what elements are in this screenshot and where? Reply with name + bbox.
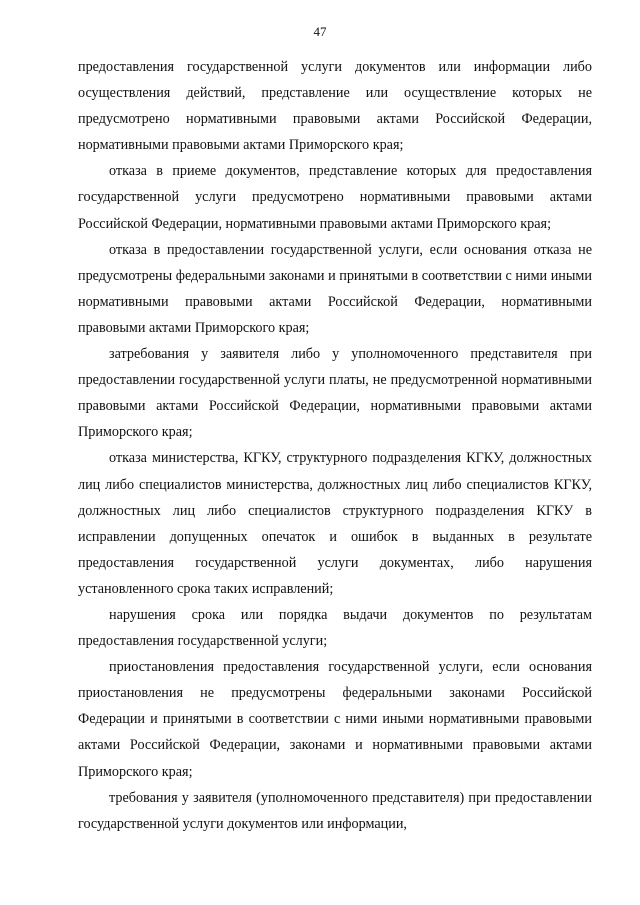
paragraph: приостановления предоставления государственной услуги, если основания приостановления не предусмотрены федеральными законами Российской Федерации и принятыми в соответствии с ними иными нормативными правовыми актами Российской Федерации, законами и нормативными правовыми актами Приморского края; [78,659,592,780]
page-number: 47 [313,24,327,39]
paragraph: отказа в приеме документов, представление которых для предоставления государственной услуги предусмотрено нормативными правовыми актами Российской Федерации, нормативными правовыми актами Приморского края; [78,163,592,232]
paragraph-truncated: требования у заявителя (уполномоченного представителя) при предоставлении государственной услуги документов или информации, [78,789,592,832]
paragraph: отказа министерства, КГКУ, структурного подразделения КГКУ, должностных лиц либо специалистов министерства, должностных лиц либо специалистов КГКУ, должностных лиц либо специалистов структурного подразделения КГКУ в исправлении допущенных опечаток и ошибок в выданных в результате предоставления государственной услуги документах, либо нарушения установленного срока таких исправлений; [78,450,592,597]
paragraph: затребования у заявителя либо у уполномоченного представителя при предоставлении государственной услуги платы, не предусмотренной нормативными правовыми актами Российской Федерации, нормативными правовыми актами Приморского края; [78,346,592,441]
paragraph: нарушения срока или порядка выдачи документов по результатам предоставления государственной услуги; [78,606,592,650]
document-body [78,54,592,837]
paragraph-continued: предоставления государственной услуги документов или информации либо осуществления действий, представление или осуществление которых не предусмотрено нормативными правовыми актами Российской Федерации, нормативными правовыми актами Приморского края; [78,59,592,154]
paragraph: отказа в предоставлении государственной услуги, если основания отказа не предусмотрены федеральными законами и принятыми в соответствии с ними иными нормативными правовыми актами Российской Федерации, нормативными правовыми актами Приморского края; [78,241,592,336]
